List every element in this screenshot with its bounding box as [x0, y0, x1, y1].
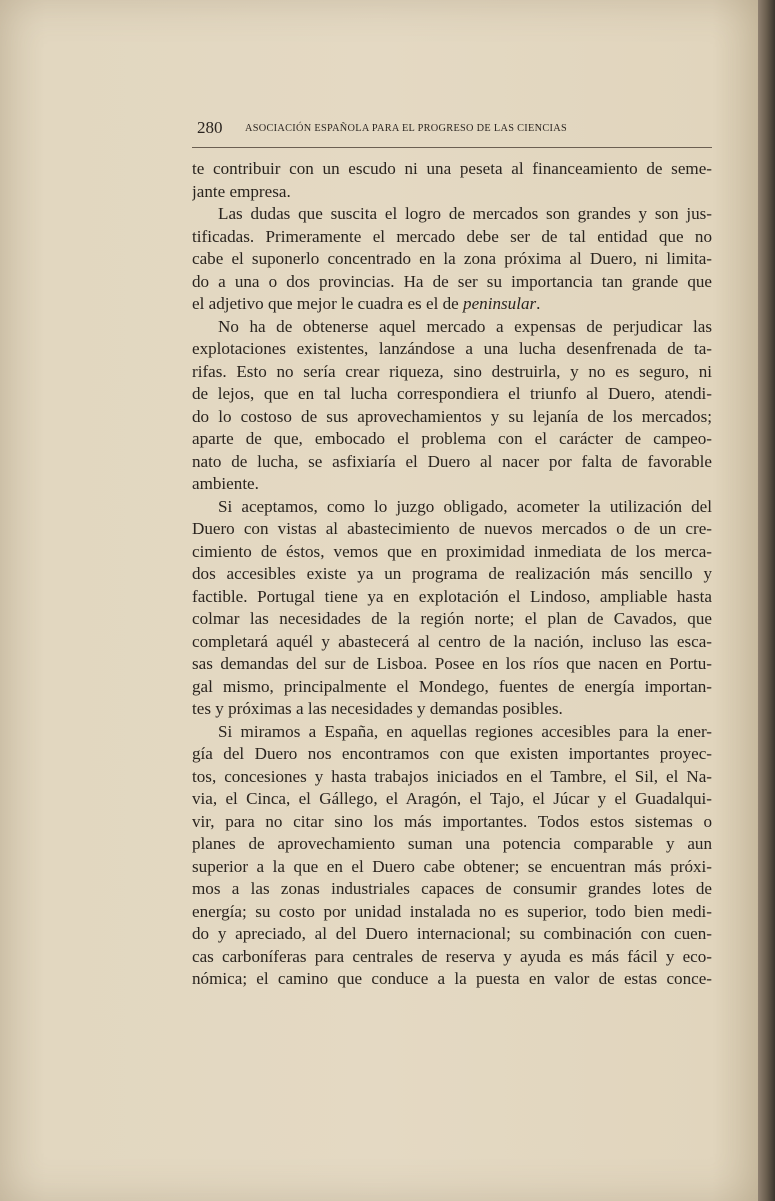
text-line — [192, 833, 712, 856]
text-line-content: planes de aprovechamiento suman una potencia comparable y aun — [192, 834, 712, 853]
text-line-content: Si aceptamos, como lo juzgo obligado, acometer la utilización del — [218, 496, 712, 516]
text-line — [192, 743, 712, 766]
text-line-content: jante empresa. — [192, 181, 291, 201]
text-line-content: de lejos, que en tal lucha correspondiera el triunfo al Duero, atendi- — [192, 384, 712, 403]
text-line-content: Las dudas que suscita el logro de mercados son grandes y son jus- — [218, 204, 712, 223]
text-line-content: via, el Cinca, el Gállego, el Aragón, el Tajo, el Júcar y el Guadalqui- — [192, 789, 712, 808]
text-line-content: mos a las zonas industriales capaces de consumir grandes lotes de — [192, 879, 712, 898]
text-line-content: cimiento de éstos, vemos que en proximidad inmediata de los merca- — [192, 541, 712, 561]
text-line-content: rifas. Esto no sería crear riqueza, sino destruirla, y no es seguro, ni — [192, 361, 712, 381]
text-line-content: completará aquél y abastecerá al centro de la nación, incluso las esca- — [192, 631, 712, 651]
text-line — [192, 518, 712, 541]
page-edge-shadow — [758, 0, 775, 1201]
text-line — [192, 316, 712, 339]
text-line-content: el adjetivo que mejor le cuadra es el de — [192, 294, 464, 313]
text-line — [192, 811, 712, 834]
text-line — [192, 338, 712, 361]
text-line-content: superior a la que en el Duero cabe obtener; se encuentran más próxi- — [192, 856, 712, 876]
text-line-suffix: . — [536, 294, 541, 313]
text-line — [192, 653, 712, 676]
text-line-content: do lo costoso de sus aprovechamientos y su lejanía de los mercados; — [192, 406, 712, 426]
text-line — [192, 496, 712, 519]
text-line — [192, 383, 712, 406]
text-line-content: ambiente. — [192, 474, 259, 493]
text-line-content: Si miramos a España, en aquellas regiones accesibles para la ener- — [218, 721, 712, 741]
text-line — [192, 473, 712, 496]
body-text — [192, 158, 712, 991]
page-number: 280 — [197, 118, 223, 137]
text-line-content: vir, para no citar sino los más importantes. Todos estos sistemas o — [192, 811, 712, 831]
text-line — [192, 631, 712, 654]
text-line-content: nómica; el camino que conduce a la puesta en valor de estas conce- — [192, 969, 712, 988]
text-line-content: cas carboníferas para centrales de reserva y ayuda es más fácil y eco- — [192, 946, 712, 966]
text-line-content: tificadas. Primeramente el mercado debe ser de tal entidad que no — [192, 226, 712, 246]
text-line — [192, 361, 712, 384]
text-line — [192, 968, 712, 991]
text-line — [192, 293, 712, 316]
text-line — [192, 788, 712, 811]
text-line-content: No ha de obtenerse aquel mercado a expensas de perjudicar las — [218, 316, 712, 336]
text-line-content: tes y próximas a las necesidades y demandas posibles. — [192, 699, 563, 718]
text-line — [192, 563, 712, 586]
text-line — [192, 451, 712, 474]
page-header — [197, 118, 710, 140]
text-line — [192, 226, 712, 249]
text-line-content: tos, concesiones y hasta trabajos iniciados en el Tambre, el Sil, el Na- — [192, 766, 712, 786]
text-line — [192, 923, 712, 946]
text-line — [192, 676, 712, 699]
text-line-content: colmar las necesidades de la región norte; el plan de Cavados, que — [192, 609, 712, 628]
text-line — [192, 698, 712, 721]
text-line-content: explotaciones existentes, lanzándose a una lucha desenfrenada de ta- — [192, 339, 712, 358]
text-line-content: dos accesibles existe ya un programa de realización más sencillo y — [192, 564, 712, 583]
text-line — [192, 271, 712, 294]
text-line — [192, 541, 712, 564]
text-line-content: te contribuir con un escudo ni una peseta al financeamiento de seme- — [192, 159, 712, 178]
text-line-content: energía; su costo por unidad instalada no es superior, todo bien medi- — [192, 901, 712, 921]
text-line-content: gal mismo, principalmente el Mondego, fuentes de energía importan- — [192, 676, 712, 696]
running-title: ASOCIACIÓN ESPAÑOLA PARA EL PROGRESO DE LAS CIENCIAS — [245, 123, 567, 134]
text-line — [192, 203, 712, 226]
text-line — [192, 181, 712, 204]
text-line-content: cabe el suponerlo concentrado en la zona próxima al Duero, ni limita- — [192, 249, 712, 268]
text-line-content: aparte de que, embocado el problema con el carácter de campeo- — [192, 429, 712, 448]
text-line — [192, 856, 712, 879]
text-line-content: Duero con vistas al abastecimiento de nuevos mercados o de un cre- — [192, 519, 712, 538]
text-line-content: nato de lucha, se asfixiaría el Duero al nacer por falta de favorable — [192, 451, 712, 471]
text-line — [192, 608, 712, 631]
text-line-content: factible. Portugal tiene ya en explotación el Lindoso, ampliable hasta — [192, 586, 712, 606]
text-line — [192, 766, 712, 789]
italic-word: peninsular — [463, 294, 537, 313]
text-line — [192, 158, 712, 181]
text-line — [192, 901, 712, 924]
text-line — [192, 406, 712, 429]
text-line — [192, 248, 712, 271]
text-line — [192, 878, 712, 901]
text-line-content: do a una o dos provincias. Ha de ser su importancia tan grande que — [192, 271, 712, 291]
header-rule — [192, 147, 712, 148]
text-line — [192, 586, 712, 609]
text-line-content: sas demandas del sur de Lisboa. Posee en los ríos que nacen en Portu- — [192, 654, 712, 673]
text-line — [192, 721, 712, 744]
text-line — [192, 946, 712, 969]
text-line — [192, 428, 712, 451]
text-line-content: gía del Duero nos encontramos con que existen importantes proyec- — [192, 744, 712, 763]
text-line-content: do y apreciado, al del Duero internacional; su combinación con cuen- — [192, 924, 712, 943]
